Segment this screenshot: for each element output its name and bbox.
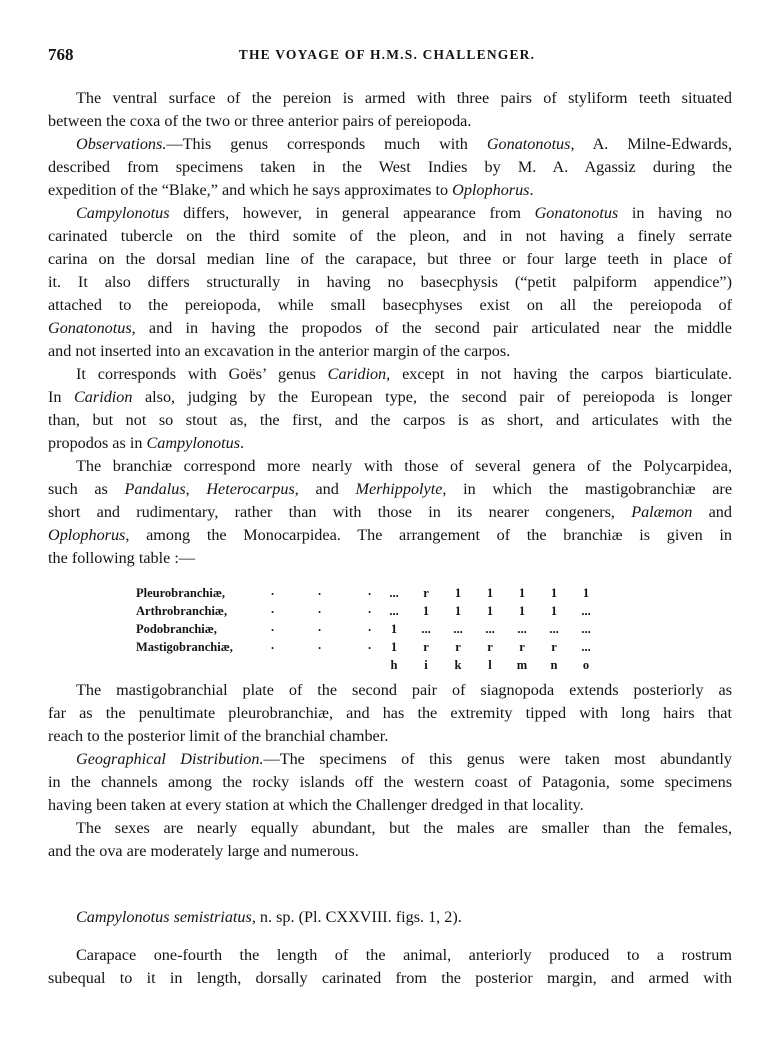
- table-cell: 1: [582, 586, 590, 600]
- leader-dot: .: [318, 638, 322, 652]
- table-cell: 1: [486, 604, 494, 618]
- table-cell: 1: [518, 604, 526, 618]
- genus-name: Pandalus: [124, 480, 186, 498]
- paragraph-line: and the ova are moderately large and numerous.: [48, 842, 359, 860]
- table-cell: ...: [581, 604, 591, 618]
- paragraph-line: Carapace one-fourth the length of the animal, anteriorly produced to a rostrum: [76, 946, 732, 964]
- paragraph-line: and not inserted into an excavation in the anterior margin of the carpos.: [48, 342, 511, 360]
- paragraph-line: [48, 180, 732, 200]
- table-cell: ...: [581, 640, 591, 654]
- table-cell: r: [423, 640, 429, 654]
- text-run: short and rudimentary, rather than with those in its nearer congeners,: [48, 503, 632, 521]
- leader-dot: .: [271, 602, 275, 616]
- leader-dot: .: [368, 620, 372, 634]
- column-label: o: [582, 658, 590, 672]
- text-run: differs, however, in general appearance from: [169, 204, 535, 222]
- genus-name: Campylonotus: [76, 204, 170, 222]
- text-run: —The specimens of this genus were taken most abundantly: [263, 750, 732, 768]
- text-run: in having no: [618, 204, 732, 222]
- genus-name: Gonatonotus: [486, 135, 571, 153]
- table-cell: 1: [390, 622, 398, 636]
- table-cell: 1: [454, 586, 462, 600]
- paragraph-line: the following table :—: [48, 549, 196, 567]
- genus-name: Oplophorus: [452, 181, 530, 199]
- paragraph-line: carina on the dorsal median line of the carapace, but three or four large teeth in place of: [48, 250, 732, 268]
- text-run: It corresponds with Goës’ genus: [76, 365, 328, 383]
- text-run: also, judging by the European type, the second pair of pereiopoda is longer: [132, 388, 732, 406]
- column-label: l: [488, 658, 492, 672]
- table-cell: 1: [422, 604, 430, 618]
- genus-name: Caridion: [327, 365, 387, 383]
- paragraph-line: The mastigobranchial plate of the second pair of siagnopoda extends posteriorly as: [76, 681, 732, 699]
- text-run: such as: [48, 480, 125, 498]
- paragraph-line: [48, 318, 732, 338]
- genus-name: Caridion: [74, 388, 133, 406]
- leader-dot: .: [368, 584, 372, 598]
- leader-dot: .: [271, 584, 275, 598]
- table-cell: 1: [518, 586, 526, 600]
- table-cell: ...: [549, 622, 559, 636]
- paragraph-line: it. It also differs structurally in having no basecphysis (“petit palpiform appendice”): [48, 273, 732, 291]
- paragraph-line: carinated tubercle on the third somite of the pleon, and in not having a finely serrate: [48, 227, 732, 245]
- leader-dot: .: [318, 620, 322, 634]
- genus-name: Gonatonotus: [534, 204, 619, 222]
- paragraph-line: [48, 433, 732, 453]
- table-cell: ...: [389, 604, 399, 618]
- paragraph-line: [76, 203, 732, 223]
- table-cell: 1: [454, 604, 462, 618]
- paragraph-line: between the coxa of the two or three anterior pairs of pereiopoda.: [48, 112, 472, 130]
- species-heading: [76, 908, 462, 927]
- text-run: —This genus corresponds much with: [166, 135, 487, 153]
- table-cell: ...: [389, 586, 399, 600]
- paragraph-line: [76, 749, 732, 769]
- table-cell: 1: [486, 586, 494, 600]
- table-cell: 1: [550, 586, 558, 600]
- paragraph-line: [48, 479, 732, 499]
- table-cell: ...: [581, 622, 591, 636]
- genus-name: Gonatonotus: [48, 319, 132, 337]
- text-run: and: [692, 503, 732, 521]
- leader-dot: .: [271, 638, 275, 652]
- paragraph-line: having been taken at every station at which the Challenger dredged in that locality.: [48, 796, 584, 814]
- text-run: , among the Monocarpidea. The arrangement of the branchiæ is given in: [125, 526, 732, 544]
- paragraph-line: The branchiæ correspond more nearly with those of several genera of the Polycarpidea,: [76, 457, 732, 475]
- text-run: , in which the mastigobranchiæ are: [442, 480, 733, 498]
- leader-dot: .: [368, 602, 372, 616]
- paragraph-line: The ventral surface of the pereion is armed with three pairs of styliform teeth situated: [76, 89, 732, 107]
- text-run: , and in having the propodos of the second pair articulated near the middle: [131, 319, 732, 337]
- paragraph-line: described from specimens taken in the West Indies by M. A. Agassiz during the: [48, 158, 732, 176]
- genus-name: Heterocarpus: [206, 480, 295, 498]
- paragraph-line: reach to the posterior limit of the branchial chamber.: [48, 727, 389, 745]
- species-name: Campylonotus semistriatus: [76, 908, 252, 926]
- column-label: m: [516, 658, 528, 672]
- text-run: expedition of the “Blake,” and which he says approximates to: [48, 181, 453, 199]
- text-run: , n. sp. (Pl. CXXVIII. figs. 1, 2).: [251, 908, 462, 926]
- running-title: THE VOYAGE OF H.M.S. CHALLENGER.: [238, 47, 536, 62]
- section-lead: Observations.: [76, 135, 167, 153]
- column-label: i: [424, 658, 428, 672]
- leader-dot: .: [271, 620, 275, 634]
- page-number: 768: [48, 45, 74, 64]
- leader-dot: .: [318, 584, 322, 598]
- paragraph-line: The sexes are nearly equally abundant, but the males are smaller than the females,: [76, 819, 732, 837]
- paragraph-line: in the channels among the rocky islands off the western coast of Patagonia, some specimens: [48, 773, 732, 791]
- table-cell: r: [455, 640, 461, 654]
- genus-name: Palæmon: [631, 503, 693, 521]
- table-cell: ...: [517, 622, 527, 636]
- table-cell: 1: [390, 640, 398, 654]
- column-label: k: [454, 658, 462, 672]
- paragraph-line: attached to the pereiopoda, while small basecphyses exist on all the pereiopoda of: [48, 296, 732, 314]
- text-run: In: [48, 388, 74, 406]
- paragraph-line: [48, 387, 732, 407]
- paragraph-line: [76, 134, 732, 154]
- leader-dot: .: [368, 638, 372, 652]
- leader-dot: .: [318, 602, 322, 616]
- table-cell: ...: [485, 622, 495, 636]
- table-cell: ...: [421, 622, 431, 636]
- row-label: Mastigobranchiæ,: [136, 640, 233, 654]
- row-label: Arthrobranchiæ,: [136, 604, 228, 618]
- text-run: ,: [185, 480, 207, 498]
- column-label: n: [550, 658, 558, 672]
- section-lead: Geographical Distribution.: [76, 750, 264, 768]
- genus-name: Merhippolyte: [355, 480, 443, 498]
- genus-name: Campylonotus: [146, 434, 240, 452]
- table-cell: r: [519, 640, 525, 654]
- column-label: h: [390, 658, 398, 672]
- text-run: , A. Milne-Edwards,: [570, 135, 732, 153]
- text-run: .: [529, 181, 534, 199]
- paragraph-line: subequal to it in length, dorsally carinated from the posterior margin, and armed with: [48, 969, 732, 987]
- table-cell: 1: [550, 604, 558, 618]
- text-run: .: [240, 434, 245, 452]
- page-header: [48, 45, 726, 67]
- table-cell: ...: [453, 622, 463, 636]
- text-run: propodos as in: [48, 434, 147, 452]
- table-cell: r: [551, 640, 557, 654]
- paragraph-line: far as the penultimate pleurobranchiæ, and has the extremity tipped with long hairs that: [48, 704, 732, 722]
- paragraph-line: than, but not so stout as, the first, and the carpos is as short, and articulates with the: [48, 411, 732, 429]
- row-label: Podobranchiæ,: [136, 622, 217, 636]
- genus-name: Oplophorus: [48, 526, 126, 544]
- text-run: , except in not having the carpos biarticulate.: [386, 365, 733, 383]
- paragraph-line: [76, 364, 732, 384]
- paragraph-line: [48, 502, 732, 522]
- table-cell: r: [487, 640, 493, 654]
- text-run: , and: [294, 480, 356, 498]
- table-cell: r: [423, 586, 429, 600]
- paragraph-line: [48, 525, 732, 545]
- row-label: Pleurobranchiæ,: [136, 586, 226, 600]
